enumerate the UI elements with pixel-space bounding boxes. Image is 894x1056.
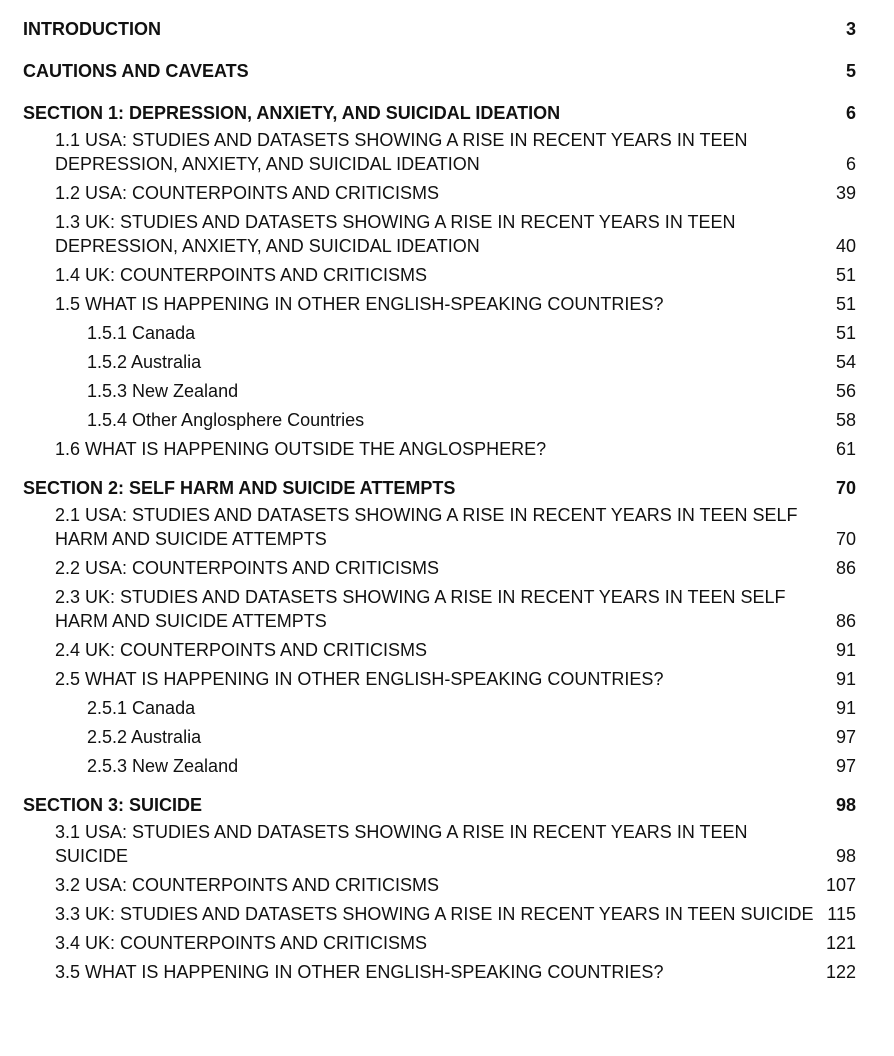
toc-entry-page: 51	[835, 323, 856, 343]
toc-entry-3-2[interactable]	[23, 873, 856, 897]
toc-entry-2-1[interactable]	[23, 503, 856, 551]
toc-entry-1-5-3[interactable]	[23, 379, 856, 403]
toc-entry-title: 1.6 WHAT IS HAPPENING OUTSIDE THE ANGLOSPHERE?	[55, 439, 547, 459]
toc-entry-1-4[interactable]	[23, 263, 856, 287]
toc-entry-2-5[interactable]	[23, 667, 856, 691]
toc-entry-title: 3.3 UK: STUDIES AND DATASETS SHOWING A RISE IN RECENT YEARS IN TEEN SUICIDE	[55, 904, 814, 924]
toc-entry-page: 98	[835, 795, 856, 815]
toc-entry-page: 54	[835, 352, 856, 372]
toc-entry-page: 3	[845, 19, 856, 39]
toc-entry-2-4[interactable]	[23, 638, 856, 662]
toc-entry-title: 1.4 UK: COUNTERPOINTS AND CRITICISMS	[55, 265, 428, 285]
toc-entry-page: 122	[825, 962, 856, 982]
toc-entry-3-4[interactable]	[23, 931, 856, 955]
toc-entry-2-5-3[interactable]	[23, 754, 856, 778]
toc-entry-title: SECTION 3: SUICIDE	[23, 795, 203, 815]
toc-entry-page: 91	[835, 669, 856, 689]
toc-entry-title: 1.3 UK: STUDIES AND DATASETS SHOWING A RISE IN RECENT YEARS IN TEEN DEPRESSION, ANXIETY, AND SUICIDAL IDEATION	[55, 212, 736, 256]
toc-entry-1-5[interactable]	[23, 292, 856, 316]
toc-entry-title: SECTION 2: SELF HARM AND SUICIDE ATTEMPTS	[23, 478, 456, 498]
toc-entry-title: 1.5.3 New Zealand	[87, 381, 239, 401]
toc-entry-page: 98	[835, 846, 856, 866]
toc-entry-title: 2.5.3 New Zealand	[87, 756, 239, 776]
toc-entry-2-3[interactable]	[23, 585, 856, 633]
toc-entry-title: SECTION 1: DEPRESSION, ANXIETY, AND SUICIDAL IDEATION	[23, 103, 561, 123]
toc-entry-section-2[interactable]	[23, 475, 856, 501]
toc-entry-page: 86	[835, 558, 856, 578]
toc-entry-title: 2.5 WHAT IS HAPPENING IN OTHER ENGLISH-SPEAKING COUNTRIES?	[55, 669, 664, 689]
toc-entry-page: 56	[835, 381, 856, 401]
toc-entry-page: 91	[835, 698, 856, 718]
toc-entry-1-2[interactable]	[23, 181, 856, 205]
toc-entry-page: 6	[845, 154, 856, 174]
toc-entry-page: 61	[835, 439, 856, 459]
toc-entry-title: 3.1 USA: STUDIES AND DATASETS SHOWING A RISE IN RECENT YEARS IN TEEN SUICIDE	[55, 822, 748, 866]
toc-entry-title: 2.5.2 Australia	[87, 727, 202, 747]
toc-entry-title: 2.4 UK: COUNTERPOINTS AND CRITICISMS	[55, 640, 428, 660]
toc-entry-title: 1.2 USA: COUNTERPOINTS AND CRITICISMS	[55, 183, 440, 203]
toc-entry-title: CAUTIONS AND CAVEATS	[23, 61, 249, 81]
toc-entry-title: 3.5 WHAT IS HAPPENING IN OTHER ENGLISH-SPEAKING COUNTRIES?	[55, 962, 664, 982]
toc-entry-cautions-and-caveats[interactable]	[23, 58, 856, 84]
toc-entry-1-5-2[interactable]	[23, 350, 856, 374]
toc-entry-title: 1.1 USA: STUDIES AND DATASETS SHOWING A RISE IN RECENT YEARS IN TEEN DEPRESSION, ANXIETY, AND SUICIDAL IDEATION	[55, 130, 748, 174]
table-of-contents	[23, 16, 856, 984]
toc-entry-title: 2.1 USA: STUDIES AND DATASETS SHOWING A RISE IN RECENT YEARS IN TEEN SELF HARM AND SUICIDE ATTEMPTS	[55, 505, 798, 549]
toc-entry-title: INTRODUCTION	[23, 19, 161, 39]
toc-entry-page: 40	[835, 236, 856, 256]
toc-entry-title: 2.2 USA: COUNTERPOINTS AND CRITICISMS	[55, 558, 440, 578]
toc-entry-3-5[interactable]	[23, 960, 856, 984]
toc-entry-section-1[interactable]	[23, 100, 856, 126]
toc-entry-2-5-1[interactable]	[23, 696, 856, 720]
toc-entry-page: 51	[835, 265, 856, 285]
toc-entry-page: 121	[825, 933, 856, 953]
toc-entry-section-3[interactable]	[23, 792, 856, 818]
toc-entry-title: 2.3 UK: STUDIES AND DATASETS SHOWING A RISE IN RECENT YEARS IN TEEN SELF HARM AND SUICIDE ATTEMPTS	[55, 587, 786, 631]
toc-entry-page: 97	[835, 756, 856, 776]
toc-entry-page: 70	[835, 529, 856, 549]
toc-entry-1-6[interactable]	[23, 437, 856, 461]
toc-entry-page: 115	[827, 904, 856, 924]
toc-entry-page: 107	[825, 875, 856, 895]
toc-entry-title: 1.5 WHAT IS HAPPENING IN OTHER ENGLISH-SPEAKING COUNTRIES?	[55, 294, 664, 314]
toc-entry-page: 70	[835, 478, 856, 498]
toc-entry-title: 3.4 UK: COUNTERPOINTS AND CRITICISMS	[55, 933, 428, 953]
toc-entry-title: 1.5.2 Australia	[87, 352, 202, 372]
toc-entry-3-3[interactable]	[23, 902, 856, 926]
toc-entry-1-5-4[interactable]	[23, 408, 856, 432]
toc-entry-page: 58	[835, 410, 856, 430]
toc-entry-page: 39	[835, 183, 856, 203]
toc-entry-1-5-1[interactable]	[23, 321, 856, 345]
toc-entry-page: 6	[845, 103, 856, 123]
toc-entry-2-2[interactable]	[23, 556, 856, 580]
toc-entry-2-5-2[interactable]	[23, 725, 856, 749]
toc-entry-1-1[interactable]	[23, 128, 856, 176]
toc-entry-page: 51	[835, 294, 856, 314]
toc-entry-page: 97	[835, 727, 856, 747]
toc-entry-page: 86	[835, 611, 856, 631]
toc-entry-title: 3.2 USA: COUNTERPOINTS AND CRITICISMS	[55, 875, 440, 895]
toc-entry-page: 91	[835, 640, 856, 660]
toc-entry-title: 2.5.1 Canada	[87, 698, 196, 718]
toc-entry-3-1[interactable]	[23, 820, 856, 868]
toc-entry-1-3[interactable]	[23, 210, 856, 258]
toc-entry-introduction[interactable]	[23, 16, 856, 42]
toc-entry-page: 5	[845, 61, 856, 81]
toc-entry-title: 1.5.4 Other Anglosphere Countries	[87, 410, 365, 430]
toc-entry-title: 1.5.1 Canada	[87, 323, 196, 343]
